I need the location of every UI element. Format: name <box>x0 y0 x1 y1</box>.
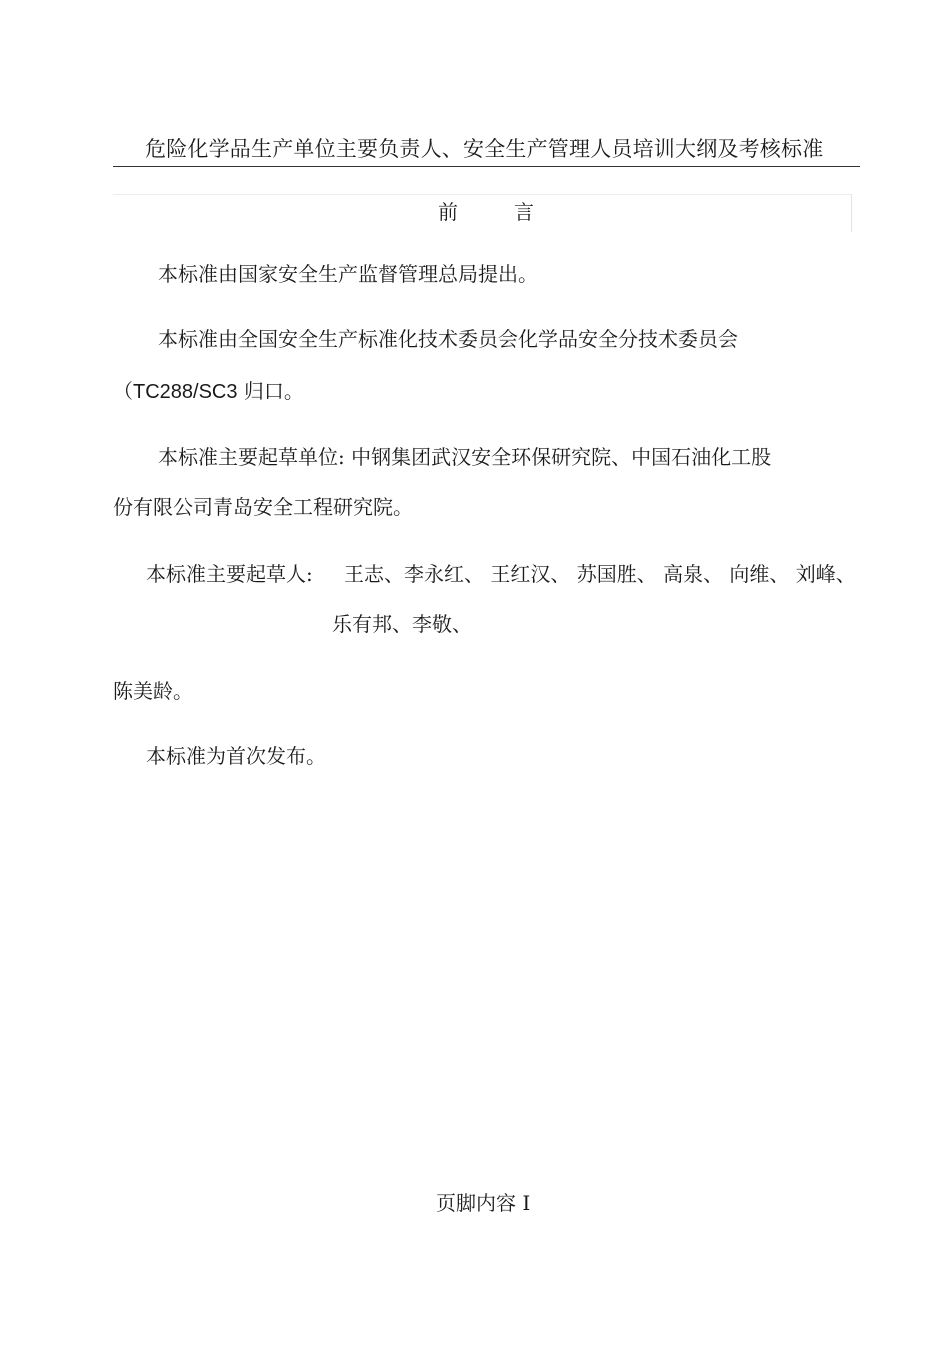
paragraph-centralized-line-2 <box>113 381 304 402</box>
centralized-suffix: 归口。 <box>237 379 304 403</box>
preface-heading <box>438 196 534 225</box>
page-footer: 页脚内容 I <box>436 1191 531 1215</box>
document-header-title: 危险化学品生产单位主要负责人、安全生产管理人员培训大纲及考核标准 <box>145 137 824 161</box>
preface-heading-char-2: 言 <box>514 200 534 224</box>
preface-box-right-border <box>851 194 852 232</box>
drafters-names-line-2: 乐有邦、李敬、 <box>332 612 472 636</box>
drafters-names-line-1: 王志、李永红、 王红汉、 苏国胜、 高泉、 向维、 刘峰、 <box>344 562 856 586</box>
paragraph-drafting-units-line-1: 本标准主要起草单位: 中钢集团武汉安全环保研究院、中国石油化工股 <box>158 445 772 469</box>
drafters-label: 本标准主要起草人: <box>146 562 313 586</box>
header-divider <box>113 166 860 167</box>
paragraph-proposer: 本标准由国家安全生产监督管理总局提出。 <box>158 262 538 286</box>
drafters-names-line-3: 陈美龄。 <box>113 679 193 703</box>
paragraph-drafting-units-line-2: 份有限公司青岛安全工程研究院。 <box>113 495 413 519</box>
open-paren: （ <box>113 379 133 403</box>
committee-code: TC288/SC3 <box>133 381 238 403</box>
paragraph-centralized-line-1: 本标准由全国安全生产标准化技术委员会化学品安全分技术委员会 <box>158 327 738 351</box>
preface-heading-char-1: 前 <box>438 200 458 224</box>
preface-box-top-border <box>113 194 851 195</box>
paragraph-first-release: 本标准为首次发布。 <box>146 744 326 768</box>
